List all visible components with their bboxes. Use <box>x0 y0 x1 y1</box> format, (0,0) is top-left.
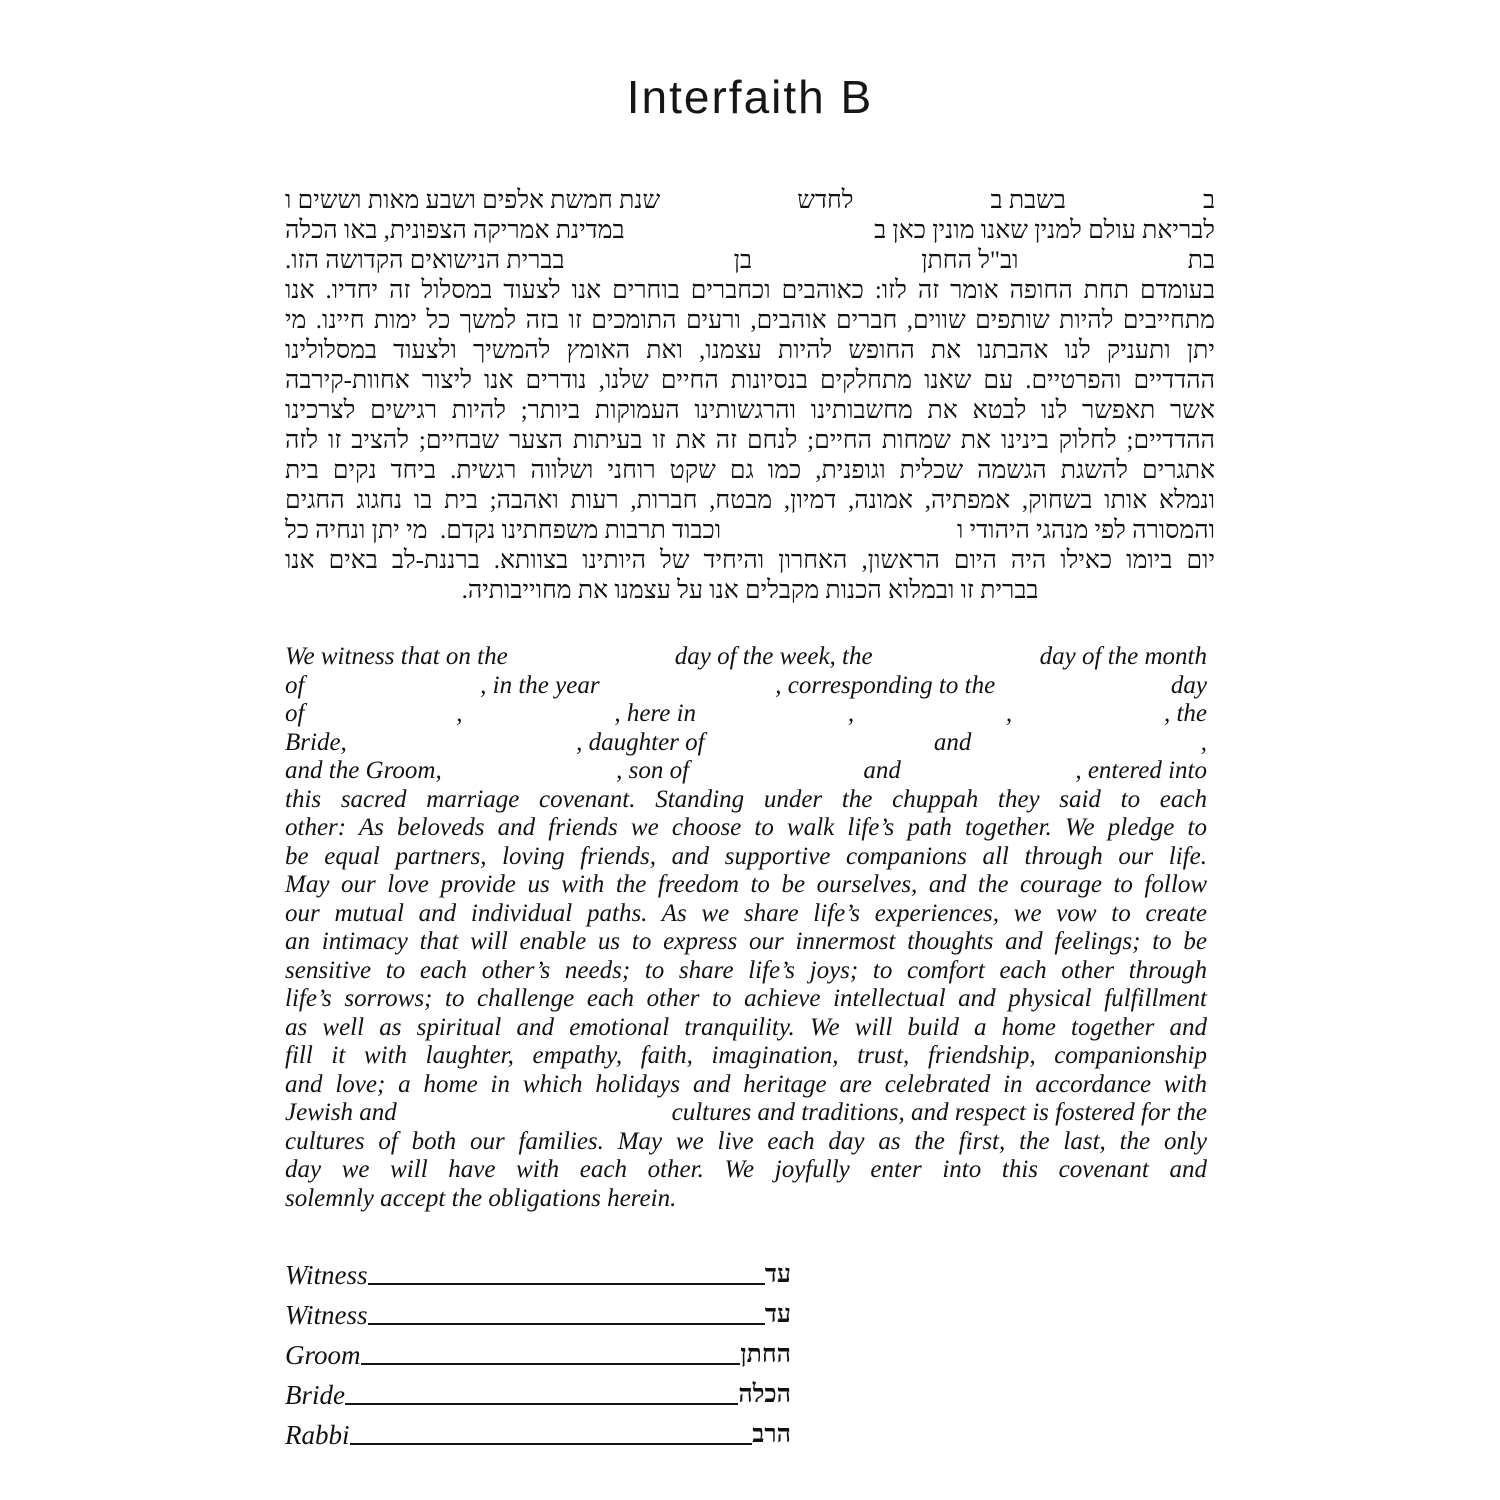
text-segment: , entered into <box>1075 757 1207 784</box>
signature-line <box>368 1283 765 1285</box>
english-text-line: sensitive to each other’s needs; to share life’s joys; to comfort each other through <box>285 956 1207 984</box>
text-segment: , corresponding to the <box>775 671 996 699</box>
text-segment: , <box>1005 700 1013 727</box>
signature-line <box>368 1323 765 1325</box>
text-segment: , <box>847 700 855 727</box>
text-segment: ב <box>1202 187 1215 214</box>
hebrew-text-line: בעומדם תחת החופה אומר זה לזו: כאוהבים וכחברים בוחרים אנו לצעוד במסלול זה יחדיו. אנו <box>285 277 1215 304</box>
signature-label-english: Witness <box>285 1260 368 1290</box>
text-segment: במדינת אמריקה הצפונית, באו הכלה <box>285 217 625 244</box>
text-segment: day <box>1170 671 1207 699</box>
text-segment: , <box>1200 728 1207 756</box>
text-segment: , in the year <box>480 671 600 699</box>
english-text-line: this sacred marriage covenant. Standing under the chuppah they said to each <box>285 785 1207 813</box>
english-text-line: be equal partners, loving friends, and supportive companions all through our life. <box>285 842 1207 870</box>
text-segment: of <box>285 700 305 727</box>
text-segment: שנת חמשת אלפים ושבע מאות וששים ו <box>284 187 661 214</box>
english-text-line <box>285 729 1207 758</box>
hebrew-text-line: אתגרים להשגת הגשמה שכלית וגופנית, כמו גם שקט רוחני ושלווה רגשית. ביחד נקים בית <box>285 457 1215 484</box>
english-text-line: an intimacy that will enable us to express our innermost thoughts and feelings; to be <box>285 928 1207 955</box>
text-segment: cultures and traditions, and respect is fostered for the <box>671 1099 1207 1126</box>
page-title: Interfaith B <box>626 71 874 123</box>
text-segment: בן <box>733 247 753 274</box>
signature-label-english: Witness <box>285 1300 368 1330</box>
hebrew-text-line <box>285 516 1215 546</box>
signature-label-hebrew: הכלה <box>738 1381 791 1408</box>
english-text-line: our mutual and individual paths. As we share life’s experiences, we vow to create <box>285 899 1207 927</box>
signature-line <box>345 1403 738 1405</box>
hebrew-text-line <box>285 246 1215 276</box>
hebrew-text-line: יתן ותעניק לנו אהבתנו את החופש להיות עצמנו, ואת האומץ להמשיך ולצעוד במסלולינו <box>285 337 1215 364</box>
text-segment: והמסורה לפי מנהגי היהודי ו <box>956 517 1215 544</box>
signature-label-hebrew: הרב <box>752 1421 791 1448</box>
text-segment: , the <box>1163 700 1208 727</box>
text-segment: , here in <box>614 700 697 727</box>
english-text-line <box>285 757 1207 786</box>
hebrew-text-line: ונמלא אותו בשחוק, אמפתיה, אמונה, דמיון, מבטח, חברות, רעות ואהבה; בית בו נחגוג החגים <box>285 487 1215 514</box>
signature-line <box>350 1443 753 1445</box>
signature-label-english: Bride <box>285 1380 345 1410</box>
hebrew-text-line: מתחייבים להיות שותפים שווים, חברים אוהבים, ורעים התומכים זו בזה למשך כל ימות חיינו. מי <box>285 307 1215 334</box>
signature-row <box>285 1250 791 1290</box>
signature-label-hebrew: החתן <box>740 1341 791 1368</box>
text-segment: and the Groom, <box>285 757 442 784</box>
text-segment: Jewish and <box>285 1099 397 1126</box>
text-segment: , daughter of <box>576 728 705 756</box>
hebrew-text-line: בברית זו ובמלוא הכנות מקבלים אנו על עצמנו את מחוייבותיה. <box>461 577 1039 604</box>
signature-block <box>285 1250 791 1450</box>
english-text-line <box>285 672 1207 701</box>
english-text-line: May our love provide us with the freedom to be ourselves, and the courage to follow <box>285 871 1207 898</box>
text-segment: We witness that on the <box>285 643 508 670</box>
text-segment: and <box>863 757 901 784</box>
text-segment: לחדש <box>797 187 854 214</box>
english-text-line: and love; a home in which holidays and heritage are celebrated in accordance with <box>285 1070 1207 1098</box>
signature-label-hebrew: עד <box>764 1301 791 1328</box>
text-segment: of <box>285 671 305 699</box>
hebrew-text-line: ההדדיים; לחלוק בינינו את שמחות החיים; לנחם זה את זו בעיתות הצער שבחיים; להציב זו לזה <box>285 427 1215 454</box>
hebrew-text-line <box>285 216 1215 246</box>
hebrew-text-line: ההדדיים והפרטיים. עם שאנו מתחלקים בנסיונות החיים שלנו, נודרים אנו ליצור אחוות-קירבה <box>285 367 1215 394</box>
text-segment: day of the month <box>1039 643 1207 670</box>
english-text-line: day we will have with each other. We joyfully enter into this covenant and <box>285 1156 1207 1183</box>
english-text-line <box>285 1099 1207 1128</box>
english-text-line: other: As beloveds and friends we choose to walk life’s path together. We pledge to <box>285 814 1207 841</box>
text-segment: , son of <box>616 757 690 784</box>
hebrew-text-paragraph <box>285 186 1215 606</box>
english-text-paragraph <box>285 643 1207 1213</box>
text-segment: בברית הנישואים הקדושה הזו. <box>285 247 565 274</box>
hebrew-text-line <box>285 186 1215 216</box>
english-text-line: solemnly accept the obligations herein. <box>285 1184 677 1212</box>
english-text-line: cultures of both our families. May we live each day as the first, the last, the only <box>285 1127 1207 1155</box>
signature-row <box>285 1330 791 1370</box>
signature-label-hebrew: עד <box>764 1261 791 1288</box>
signature-label-english: Groom <box>285 1340 361 1370</box>
text-segment: לבריאת עולם למנין שאנו מונין כאן ב <box>874 217 1215 244</box>
text-segment: day of the week, the <box>674 643 873 670</box>
text-segment: Bride, <box>285 728 347 756</box>
english-text-line: fill it with laughter, empathy, faith, imagination, trust, friendship, companionship <box>285 1042 1207 1069</box>
signature-row <box>285 1290 791 1330</box>
english-text-line: life’s sorrows; to challenge each other to achieve intellectual and physical fulfillment <box>285 985 1207 1012</box>
text-segment: בת <box>1187 247 1215 274</box>
text-segment: , <box>456 700 463 727</box>
text-segment: וכבוד תרבות משפחתינו נקדם. מי יתן ונחיה כל <box>285 517 722 544</box>
hebrew-text-line: יום ביומו כאילו היה היום הראשון, האחרון והיחיד של היותינו בצוותא. ברננת-לב באים אנו <box>285 547 1215 574</box>
signature-line <box>361 1363 741 1365</box>
english-text-line <box>285 643 1207 672</box>
signature-row <box>285 1370 791 1410</box>
text-segment: בשבת ב <box>990 187 1066 214</box>
text-segment: וב"ל החתן <box>921 247 1019 274</box>
english-text-line: as well as spiritual and emotional tranquility. We will build a home together and <box>285 1013 1207 1041</box>
text-segment: and <box>933 728 972 756</box>
english-text-line <box>285 700 1207 729</box>
signature-label-english: Rabbi <box>285 1420 350 1450</box>
hebrew-text-line: אשר תאפשר לנו לבטא את מחשבותינו והרגשותינו העמוקות ביותר; להיות רגישים לצרכינו <box>285 397 1215 424</box>
signature-row <box>285 1410 791 1450</box>
